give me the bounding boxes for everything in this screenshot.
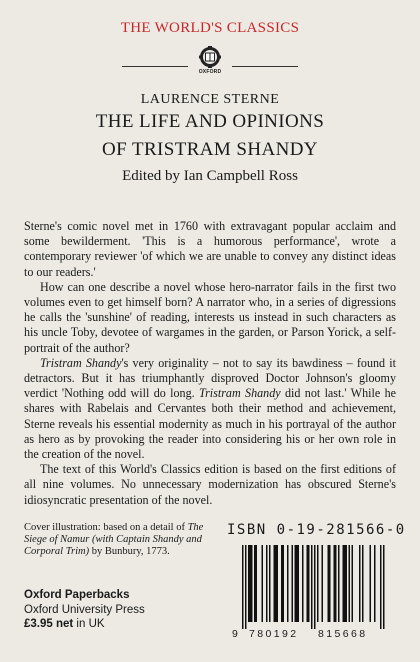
price xyxy=(24,617,145,632)
barcode-bar xyxy=(254,545,256,622)
price-amount: £3.95 net xyxy=(24,618,74,630)
barcode-bar xyxy=(245,545,247,629)
imprint-series: Oxford Paperbacks xyxy=(24,589,130,601)
barcode-bar xyxy=(374,545,376,622)
barcode-bar xyxy=(329,545,331,622)
blurb-text-run: did not last.' While he shares with Rabelais and Cervantes both their method and achievement, Sterne reveals his essential modernity as much in his portrayal of the author as hero as by provoking the reader into considering his or her own role in the creation of the novel. xyxy=(24,386,396,462)
barcode-bar xyxy=(274,545,276,622)
blurb-paragraph: The text of this World's Classics edition is based on the first editions of all nine volumes. No unnecessary modernization has obscured Sterne's idiosyncratic presentation of the novel. xyxy=(24,462,396,507)
imprint xyxy=(24,588,145,632)
credit-suffix: by Bunbury, 1773. xyxy=(89,545,170,557)
barcode-bar xyxy=(328,545,330,622)
italic-title: Tristram Shandy xyxy=(199,386,281,401)
artwork-title: The Siege of Namur (with Captain Shandy and Corporal Trim) xyxy=(24,522,204,557)
barcode-bar xyxy=(307,545,309,622)
barcode-bar xyxy=(322,545,324,622)
barcode-bar xyxy=(262,545,264,622)
barcode-bar xyxy=(250,545,252,622)
barcode-bar xyxy=(283,545,285,622)
barcode-bar xyxy=(302,545,304,622)
barcode-bar xyxy=(292,545,294,622)
barcode-bars xyxy=(230,545,390,631)
logo-rule-left xyxy=(122,66,188,67)
barcode-bar xyxy=(317,545,319,622)
barcode-bar xyxy=(349,545,351,622)
barcode-bar xyxy=(251,545,253,622)
barcode-bar xyxy=(314,545,316,629)
barcode-bar xyxy=(370,545,372,622)
barcode-bar xyxy=(352,545,354,622)
barcode-bar xyxy=(248,545,250,622)
book-title-line-1: THE LIFE AND OPINIONS xyxy=(95,111,325,132)
barcode-bar xyxy=(335,545,337,622)
series-name: THE WORLD'S CLASSICS xyxy=(120,20,300,36)
blurb-text xyxy=(24,219,396,508)
isbn: ISBN 0-19-281566-0 xyxy=(227,522,406,538)
barcode-digits-left: 780192 xyxy=(249,628,299,640)
barcode-bar xyxy=(308,545,310,622)
price-region: in UK xyxy=(73,618,105,630)
logo-rule-right xyxy=(232,66,298,67)
italic-title: Tristram Shandy xyxy=(40,355,122,370)
cover-illustration-credit xyxy=(24,522,216,557)
barcode-bar xyxy=(275,545,277,622)
logo-caption: OXFORD xyxy=(198,69,222,75)
barcode-bar xyxy=(343,545,345,622)
barcode-bar xyxy=(242,545,244,629)
book-title-line-2: OF TRISTRAM SHANDY xyxy=(102,139,318,160)
blurb-paragraph: How can one describe a novel whose hero-narrator fails in the first two volumes even to get himself born? A narrator who, in a series of digressions he calls the 'sunshine' of reading, interests us instead in such characters as his uncle Toby, devotee of wargames in the garden, or Parson Yorick, a self-portrait of the author? xyxy=(24,279,396,355)
imprint-publisher: Oxford University Press xyxy=(24,603,145,616)
barcode-bar xyxy=(338,545,340,622)
editor-credit: Edited by Ian Campbell Ross xyxy=(122,168,298,184)
barcode-bar xyxy=(359,545,361,622)
barcode-bar xyxy=(281,545,283,622)
publisher-logo xyxy=(0,44,420,78)
barcode-bar xyxy=(296,545,298,622)
barcode-bar xyxy=(380,545,382,629)
barcode-bar xyxy=(266,545,268,622)
barcode-bar xyxy=(383,545,385,629)
barcode-bar xyxy=(287,545,289,622)
blurb-text-run: 's very originality – not to say its bawdiness – found it detractors. But it has triumphantly disproved Doctor Johnson's gloomy verdict 'Nothing odd will do long. xyxy=(24,355,396,401)
barcode-digits-right: 815668 xyxy=(318,628,368,640)
barcode-bar xyxy=(295,545,297,622)
blurb-paragraph: Sterne's comic novel met in 1760 with extravagant popular acclaim and some bewilderment. 'This is a humorous performance', wrote a contemporary reviewer 'of which we are unable to convey any distinct ideas to our readers.' xyxy=(24,219,396,279)
barcode-bar xyxy=(277,545,279,622)
credit-prefix: Cover illustration: based on a detail of xyxy=(24,522,188,533)
barcode-bar xyxy=(334,545,336,622)
barcode-digit-first: 9 xyxy=(232,628,238,640)
barcode xyxy=(230,545,390,649)
barcode-bar xyxy=(256,545,258,622)
barcode-bar xyxy=(362,545,364,622)
barcode-bar xyxy=(344,545,346,622)
barcode-bar xyxy=(269,545,271,622)
blurb-paragraph xyxy=(24,356,396,462)
barcode-bar xyxy=(346,545,348,622)
barcode-bar xyxy=(311,545,313,629)
barcode-bar xyxy=(298,545,300,622)
author-name: LAURENCE STERNE xyxy=(140,92,280,107)
